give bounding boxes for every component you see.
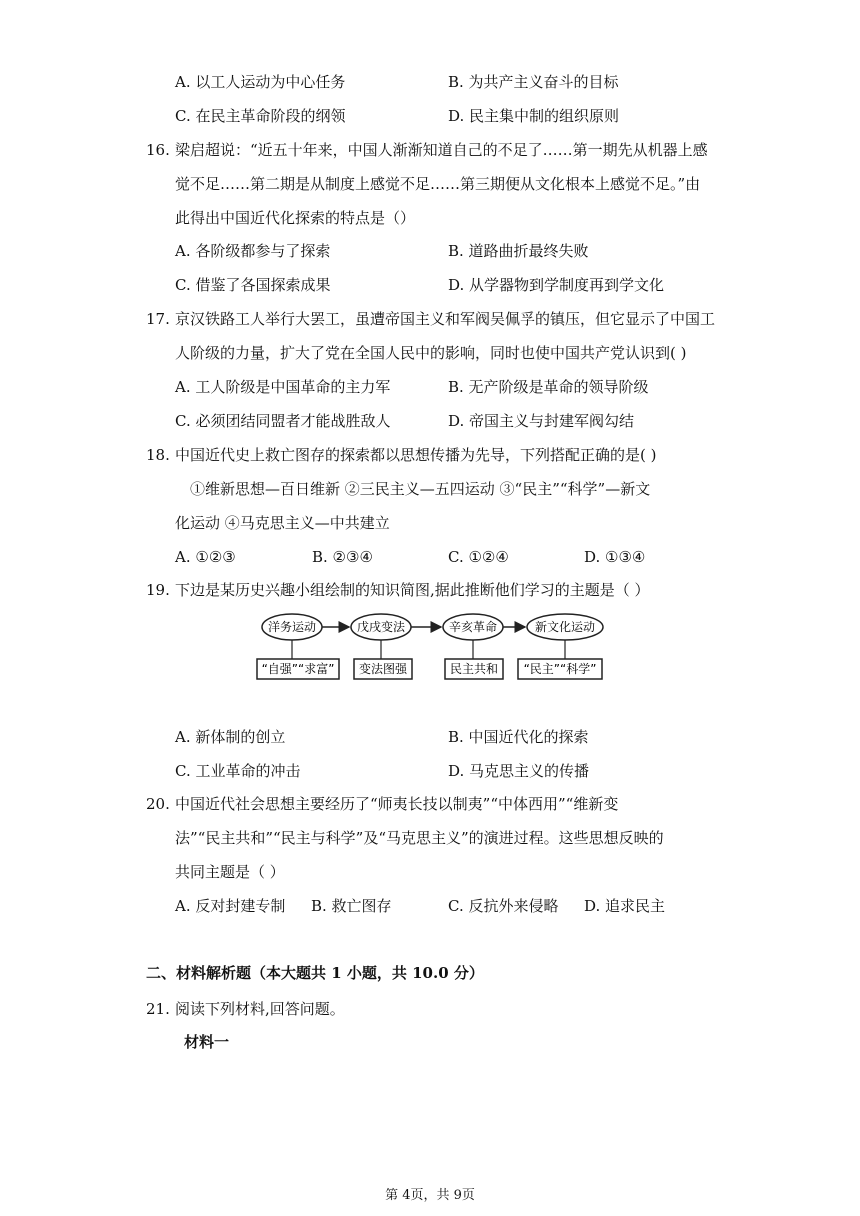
q21-number: 21.: [146, 1000, 170, 1018]
q20-option-a: A. 反对封建专制: [175, 897, 286, 915]
q17-option-a: A. 工人阶级是中国革命的主力军: [175, 378, 391, 396]
q16-text-line3: 此得出中国近代化探索的特点是（）: [175, 209, 416, 227]
q18-text-line1: 中国近代史上救亡图存的探索都以思想传播为先导，下列搭配正确的是( ): [175, 446, 657, 464]
q16-option-c: C. 借鉴了各国探索成果: [175, 276, 331, 294]
q17-option-c: C. 必须团结同盟者才能战胜敌人: [175, 412, 391, 430]
q20-number: 20.: [146, 795, 170, 813]
q18-number: 18.: [146, 446, 170, 464]
q16-number: 16.: [146, 141, 170, 159]
diagram-label-text-3: 民主共和: [449, 662, 499, 676]
page-footer: 第 4页，共 9页: [385, 1188, 475, 1203]
q19-option-a: A. 新体制的创立: [175, 728, 286, 746]
q15-option-a: A. 以工人运动为中心任务: [175, 73, 346, 91]
diagram-label-text-1: “自强”“求富”: [261, 662, 335, 676]
q18-text-line2: ①维新思想—百日维新 ②三民主义—五四运动 ③“民主”“科学”—新文: [190, 480, 651, 498]
q18-text-line3: 化运动 ④马克思主义—中共建立: [175, 514, 390, 532]
q18-option-a: A. ①②③: [175, 548, 236, 566]
q20-text-line3: 共同主题是（ ）: [175, 863, 285, 881]
q15-option-d: D. 民主集中制的组织原则: [448, 107, 620, 125]
q20-option-b: B. 救亡图存: [311, 897, 392, 915]
q19-option-d: D. 马克思主义的传播: [448, 762, 590, 780]
q20-option-c: C. 反抗外来侵略: [448, 897, 559, 915]
q15-option-b: B. 为共产主义奋斗的目标: [448, 73, 619, 91]
q16-option-b: B. 道路曲折最终失败: [448, 242, 589, 260]
material-label: 材料一: [184, 1033, 230, 1051]
q19-text-line1: 下边是某历史兴趣小组绘制的知识简图,据此推断他们学习的主题是（ ）: [175, 581, 650, 599]
q18-option-b: B. ②③④: [312, 548, 373, 566]
knowledge-diagram: [250, 606, 610, 686]
q19-option-c: C. 工业革命的冲击: [175, 762, 301, 780]
q19-option-b: B. 中国近代化的探索: [448, 728, 589, 746]
diagram-label-text-4: “民主”“科学”: [523, 662, 597, 676]
diagram-node-text-3: 辛亥革命: [448, 620, 498, 634]
q17-option-b: B. 无产阶级是革命的领导阶级: [448, 378, 649, 396]
q16-text-line1: 梁启超说：“近五十年来，中国人渐渐知道自己的不足了……第一期先从机器上感: [175, 141, 708, 159]
q16-option-d: D. 从学器物到学制度再到学文化: [448, 276, 665, 294]
q16-option-a: A. 各阶级都参与了探索: [175, 242, 331, 260]
q20-text-line2: 法”“民主共和”“民主与科学”及“马克思主义”的演进过程。这些思想反映的: [175, 829, 664, 847]
q15-option-c: C. 在民主革命阶段的纲领: [175, 107, 346, 125]
q19-number: 19.: [146, 581, 170, 599]
diagram-label-text-2: 变法图强: [358, 662, 408, 676]
q17-text-line1: 京汉铁路工人举行大罢工，虽遭帝国主义和军阀吴佩孚的镇压，但它显示了中国工: [175, 310, 716, 328]
q21-text-line1: 阅读下列材料,回答问题。: [175, 1000, 345, 1018]
q17-text-line2: 人阶级的力量，扩大了党在全国人民中的影响，同时也使中国共产党认识到( ): [175, 344, 687, 362]
q20-text-line1: 中国近代社会思想主要经历了“师夷长技以制夷”“中体西用”“维新变: [175, 795, 619, 813]
diagram-node-text-2: 戊戌变法: [356, 620, 406, 634]
q16-text-line2: 觉不足……第二期是从制度上感觉不足……第三期便从文化根本上感觉不足。”由: [175, 175, 701, 193]
q17-number: 17.: [146, 310, 170, 328]
diagram-node-text-4: 新文化运动: [534, 620, 596, 634]
q20-option-d: D. 追求民主: [584, 897, 666, 915]
q18-option-c: C. ①②④: [448, 548, 509, 566]
diagram-node-text-1: 洋务运动: [267, 620, 317, 634]
q18-option-d: D. ①③④: [584, 548, 646, 566]
section-heading: 二、材料解析题（本大题共 1 小题，共 10.0 分）: [146, 964, 484, 982]
q17-option-d: D. 帝国主义与封建军阀勾结: [448, 412, 635, 430]
